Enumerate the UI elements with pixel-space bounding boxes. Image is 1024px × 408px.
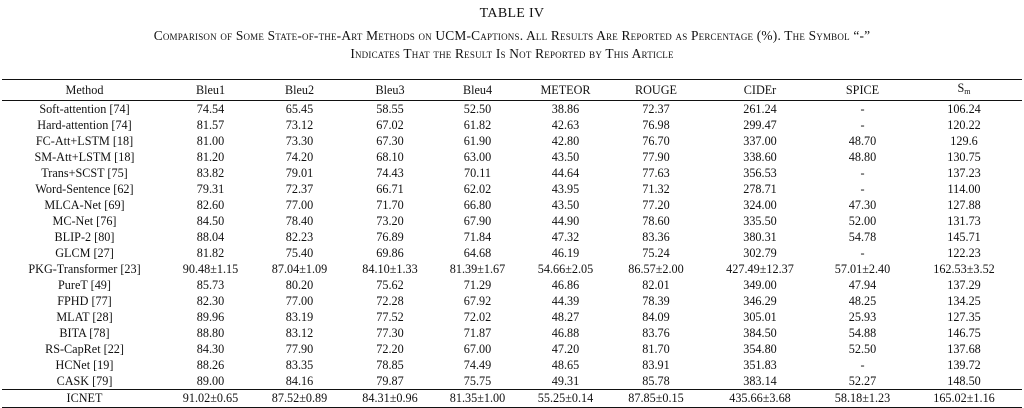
- cell-bleu4: 67.90: [463, 214, 492, 228]
- cell-spice: 54.78: [848, 230, 877, 244]
- table-row: [2, 357, 1022, 373]
- cell-bleu2: 78.40: [285, 214, 314, 228]
- table-row: [2, 261, 1022, 277]
- cell-bleu3: 78.85: [376, 358, 404, 372]
- cell-bleu4: 67.92: [463, 294, 492, 308]
- cell-bleu1: 88.80: [196, 326, 225, 340]
- cell-cider: 305.01: [743, 310, 777, 324]
- cell-bleu4: 61.90: [463, 134, 492, 148]
- cell-bleu3: 73.20: [376, 214, 404, 228]
- cell-bleu1: 84.50: [196, 214, 225, 228]
- cell-bleu1: 82.30: [196, 294, 225, 308]
- cell-method: Trans+SCST [75]: [41, 166, 128, 180]
- cell-bleu3: 72.20: [376, 342, 404, 356]
- cell-bleu2: 79.01: [285, 166, 314, 180]
- cell-rouge: 83.91: [642, 358, 670, 372]
- cell-sm: 114.00: [947, 182, 981, 196]
- table-body: [2, 101, 1022, 408]
- cell-bleu3: 71.70: [376, 198, 404, 212]
- cell-bleu2: 65.45: [285, 102, 314, 116]
- cell-bleu4: 70.11: [464, 166, 491, 180]
- cell-bleu2: 87.04±1.09: [271, 262, 328, 276]
- table-row: [2, 229, 1022, 245]
- cell-rouge: 82.01: [642, 278, 670, 292]
- cell-bleu4: 61.82: [463, 118, 492, 132]
- header-bleu2: Bleu2: [284, 82, 315, 97]
- cell-spice: 52.50: [848, 342, 877, 356]
- cell-bleu1: 81.57: [196, 118, 225, 132]
- cell-bleu3: 84.10±1.33: [362, 262, 418, 276]
- cell-bleu1: 74.54: [196, 102, 225, 116]
- cell-cider: 346.29: [743, 294, 777, 308]
- table-header-row: [2, 80, 1022, 101]
- cell-spice: 48.70: [848, 134, 877, 148]
- cell-bleu4: 63.00: [463, 150, 492, 164]
- cell-sm: 139.72: [947, 358, 981, 372]
- header-spice: SPICE: [845, 82, 880, 97]
- cell-bleu2: 77.00: [285, 198, 314, 212]
- cell-bleu3: 66.71: [376, 182, 404, 196]
- cell-spice: 25.93: [848, 310, 877, 324]
- cell-cider: 349.00: [743, 278, 777, 292]
- header-rouge: ROUGE: [635, 82, 677, 97]
- table-row: [2, 373, 1022, 390]
- cell-bleu2: 74.20: [285, 150, 314, 164]
- table-caption-line-1: Comparison of Some State-of-the-Art Methods on UCM-Captions. All Results Are Reported as Percentage (%). The Symbol “-”: [153, 28, 871, 43]
- cell-bleu3: 79.87: [376, 374, 404, 388]
- cell-rouge: 72.37: [642, 102, 670, 116]
- cell-bleu4: 71.29: [463, 278, 492, 292]
- cell-bleu4: 62.02: [463, 182, 492, 196]
- cell-bleu2: 77.00: [285, 294, 314, 308]
- cell-bleu4: 75.75: [463, 374, 492, 388]
- cell-spice: 47.30: [848, 198, 877, 212]
- cell-bleu2: 73.30: [285, 134, 314, 148]
- cell-method: PKG-Transformer [23]: [28, 262, 141, 276]
- final-cell-method: ICNET: [66, 391, 103, 405]
- cell-meteor: 42.63: [551, 118, 580, 132]
- cell-bleu3: 74.43: [376, 166, 404, 180]
- cell-bleu2: 72.37: [285, 182, 314, 196]
- cell-cider: 383.14: [743, 374, 777, 388]
- cell-bleu3: 67.02: [376, 118, 404, 132]
- cell-method: BITA [78]: [59, 326, 110, 340]
- cell-sm: 127.35: [947, 310, 981, 324]
- cell-rouge: 76.98: [642, 118, 670, 132]
- cell-bleu2: 73.12: [285, 118, 314, 132]
- cell-sm: 130.75: [947, 150, 981, 164]
- cell-cider: 427.49±12.37: [726, 262, 794, 276]
- cell-bleu2: 83.12: [285, 326, 314, 340]
- cell-bleu2: 83.35: [285, 358, 314, 372]
- cell-meteor: 43.50: [551, 150, 580, 164]
- cell-cider: 354.80: [743, 342, 777, 356]
- cell-meteor: 47.20: [551, 342, 580, 356]
- table-row: [2, 133, 1022, 149]
- cell-spice: 48.80: [848, 150, 877, 164]
- final-cell-cider: 435.66±3.68: [729, 391, 791, 405]
- header-method: Method: [65, 82, 104, 97]
- final-cell-spice: 58.18±1.23: [834, 391, 891, 405]
- cell-cider: 302.79: [743, 246, 777, 260]
- table-caption-line-2: Indicates That the Result Is Not Reported by This Article: [350, 46, 674, 61]
- cell-method: Hard-attention [74]: [37, 118, 132, 132]
- cell-bleu4: 66.80: [463, 198, 492, 212]
- cell-bleu2: 82.23: [285, 230, 314, 244]
- cell-bleu1: 82.60: [196, 198, 225, 212]
- cell-meteor: 46.19: [551, 246, 580, 260]
- cell-method: SM-Att+LSTM [18]: [34, 150, 135, 164]
- cell-meteor: 44.90: [551, 214, 580, 228]
- cell-meteor: 48.27: [551, 310, 580, 324]
- cell-meteor: 44.64: [551, 166, 580, 180]
- cell-bleu2: 75.40: [285, 246, 314, 260]
- cell-sm: 145.71: [947, 230, 981, 244]
- cell-bleu2: 83.19: [285, 310, 314, 324]
- cell-spice: 54.88: [848, 326, 877, 340]
- cell-meteor: 43.95: [551, 182, 580, 196]
- cell-cider: 380.31: [743, 230, 777, 244]
- cell-bleu1: 88.04: [196, 230, 225, 244]
- final-cell-bleu1: 91.02±0.65: [182, 391, 239, 405]
- header-sm-base: S: [957, 81, 965, 95]
- results-table: [2, 79, 1022, 408]
- cell-bleu3: 75.62: [376, 278, 404, 292]
- cell-cider: 261.24: [743, 102, 777, 116]
- cell-rouge: 83.76: [642, 326, 670, 340]
- table-row: [2, 101, 1022, 118]
- cell-meteor: 48.65: [551, 358, 580, 372]
- cell-method: FPHD [77]: [57, 294, 112, 308]
- cell-method: Soft-attention [74]: [39, 102, 130, 116]
- cell-bleu1: 89.00: [196, 374, 225, 388]
- cell-sm: 129.6: [950, 134, 978, 148]
- cell-method: RS-CapRet [22]: [45, 342, 124, 356]
- cell-bleu2: 84.16: [285, 374, 314, 388]
- cell-rouge: 71.32: [642, 182, 670, 196]
- cell-bleu1: 81.00: [196, 134, 225, 148]
- table-row: [2, 117, 1022, 133]
- cell-bleu1: 79.31: [196, 182, 225, 196]
- header-sm-subscript: m: [964, 87, 971, 96]
- cell-meteor: 43.50: [551, 198, 580, 212]
- cell-cider: 356.53: [743, 166, 777, 180]
- header-bleu3: Bleu3: [375, 82, 405, 97]
- cell-meteor: 46.88: [551, 326, 580, 340]
- cell-rouge: 78.60: [642, 214, 670, 228]
- table-row: [2, 181, 1022, 197]
- cell-bleu4: 74.49: [463, 358, 492, 372]
- cell-meteor: 49.31: [551, 374, 580, 388]
- cell-bleu4: 71.84: [463, 230, 492, 244]
- cell-spice: 47.94: [848, 278, 877, 292]
- header-sm: [906, 80, 1022, 101]
- cell-sm: 146.75: [947, 326, 981, 340]
- cell-cider: 338.60: [743, 150, 777, 164]
- cell-method: MLAT [28]: [56, 310, 113, 324]
- cell-sm: 162.53±3.52: [933, 262, 995, 276]
- cell-rouge: 75.24: [642, 246, 670, 260]
- header-bleu1: Bleu1: [195, 82, 226, 97]
- cell-rouge: 83.36: [642, 230, 670, 244]
- cell-rouge: 76.70: [642, 134, 670, 148]
- cell-bleu3: 77.30: [376, 326, 404, 340]
- cell-rouge: 77.90: [642, 150, 670, 164]
- cell-sm: 127.88: [947, 198, 981, 212]
- cell-rouge: 86.57±2.00: [628, 262, 684, 276]
- cell-bleu4: 81.39±1.67: [449, 262, 506, 276]
- cell-bleu1: 90.48±1.15: [182, 262, 239, 276]
- header-bleu4: Bleu4: [462, 82, 493, 97]
- cell-cider: 337.00: [743, 134, 777, 148]
- cell-spice: -: [860, 102, 865, 116]
- cell-meteor: 54.66±2.05: [537, 262, 594, 276]
- cell-spice: -: [860, 118, 865, 132]
- header-cider: CIDEr: [743, 82, 777, 97]
- cell-method: BLIP-2 [80]: [54, 230, 115, 244]
- cell-meteor: 46.86: [551, 278, 580, 292]
- cell-bleu4: 64.68: [463, 246, 492, 260]
- cell-cider: 324.00: [743, 198, 777, 212]
- cell-bleu1: 83.82: [196, 166, 225, 180]
- cell-bleu3: 68.10: [376, 150, 404, 164]
- cell-sm: 106.24: [947, 102, 981, 116]
- cell-cider: 278.71: [743, 182, 777, 196]
- cell-spice: -: [860, 182, 865, 196]
- cell-method: MC-Net [76]: [52, 214, 117, 228]
- cell-bleu4: 67.00: [463, 342, 492, 356]
- cell-bleu1: 89.96: [196, 310, 225, 324]
- table-row: [2, 309, 1022, 325]
- cell-sm: 137.29: [947, 278, 981, 292]
- table-row: [2, 325, 1022, 341]
- cell-cider: 351.83: [743, 358, 777, 372]
- cell-spice: 57.01±2.40: [834, 262, 891, 276]
- cell-sm: 137.23: [947, 166, 981, 180]
- cell-method: Word-Sentence [62]: [35, 182, 134, 196]
- cell-method: CASK [79]: [56, 374, 113, 388]
- table-row: [2, 245, 1022, 261]
- cell-rouge: 84.09: [642, 310, 670, 324]
- cell-meteor: 42.80: [551, 134, 580, 148]
- table-row: [2, 149, 1022, 165]
- cell-method: GLCM [27]: [55, 246, 114, 260]
- cell-bleu3: 58.55: [376, 102, 404, 116]
- cell-bleu1: 85.73: [196, 278, 225, 292]
- final-cell-bleu4: 81.35±1.00: [449, 391, 506, 405]
- cell-bleu1: 88.26: [196, 358, 225, 372]
- final-cell-bleu3: 84.31±0.96: [362, 391, 418, 405]
- cell-bleu3: 67.30: [376, 134, 404, 148]
- cell-sm: 134.25: [947, 294, 981, 308]
- cell-bleu3: 77.52: [376, 310, 404, 324]
- cell-spice: 52.27: [848, 374, 877, 388]
- table-number: TABLE IV: [479, 6, 545, 21]
- final-cell-meteor: 55.25±0.14: [537, 391, 594, 405]
- cell-rouge: 85.78: [642, 374, 670, 388]
- cell-spice: -: [860, 166, 865, 180]
- cell-meteor: 38.86: [551, 102, 580, 116]
- cell-method: MLCA-Net [69]: [44, 198, 125, 212]
- final-cell-sm: 165.02±1.16: [933, 391, 995, 405]
- table-row: [2, 341, 1022, 357]
- cell-bleu3: 72.28: [376, 294, 404, 308]
- header-meteor: METEOR: [540, 82, 591, 97]
- table-row: [2, 165, 1022, 181]
- cell-spice: -: [860, 358, 865, 372]
- cell-meteor: 47.32: [551, 230, 580, 244]
- final-cell-rouge: 87.85±0.15: [628, 391, 684, 405]
- table-row: [2, 197, 1022, 213]
- cell-meteor: 44.39: [551, 294, 580, 308]
- cell-bleu3: 76.89: [376, 230, 404, 244]
- cell-method: FC-Att+LSTM [18]: [35, 134, 134, 148]
- cell-method: PureT [49]: [58, 278, 111, 292]
- cell-spice: 48.25: [848, 294, 877, 308]
- cell-rouge: 77.63: [642, 166, 670, 180]
- cell-sm: 122.23: [947, 246, 981, 260]
- cell-sm: 137.68: [947, 342, 981, 356]
- cell-cider: 335.50: [743, 214, 777, 228]
- cell-method: HCNet [19]: [55, 358, 114, 372]
- cell-bleu2: 77.90: [285, 342, 314, 356]
- table-row: [2, 277, 1022, 293]
- cell-bleu4: 52.50: [463, 102, 492, 116]
- cell-bleu3: 69.86: [376, 246, 404, 260]
- cell-cider: 299.47: [743, 118, 777, 132]
- table-row: [2, 213, 1022, 229]
- cell-bleu1: 81.82: [196, 246, 225, 260]
- cell-bleu2: 80.20: [285, 278, 314, 292]
- cell-bleu1: 81.20: [196, 150, 225, 164]
- cell-sm: 131.73: [947, 214, 981, 228]
- cell-cider: 384.50: [743, 326, 777, 340]
- cell-spice: -: [860, 246, 865, 260]
- table-row: [2, 293, 1022, 309]
- cell-sm: 120.22: [947, 118, 981, 132]
- cell-rouge: 77.20: [642, 198, 670, 212]
- cell-bleu4: 72.02: [463, 310, 492, 324]
- cell-bleu1: 84.30: [196, 342, 225, 356]
- cell-spice: 52.00: [848, 214, 877, 228]
- cell-rouge: 81.70: [642, 342, 670, 356]
- cell-sm: 148.50: [947, 374, 981, 388]
- final-cell-bleu2: 87.52±0.89: [271, 391, 328, 405]
- cell-rouge: 78.39: [642, 294, 670, 308]
- cell-bleu4: 71.87: [463, 326, 492, 340]
